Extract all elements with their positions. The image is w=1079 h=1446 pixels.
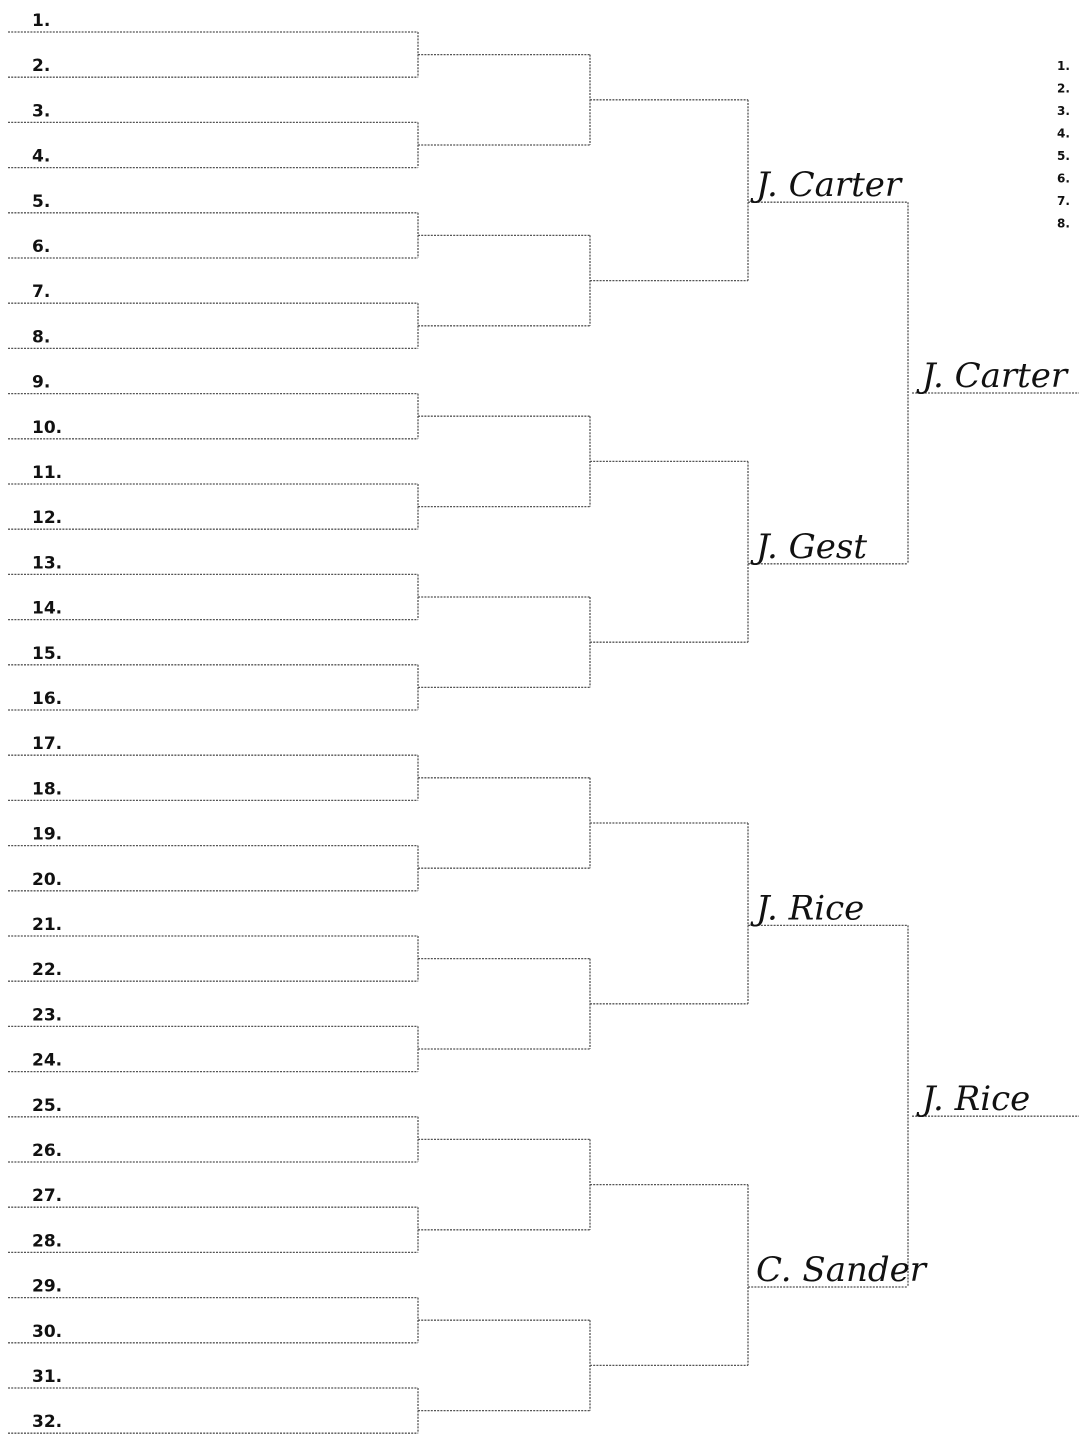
quarterfinal-winner-name: J. Carter [756,165,902,206]
seed-label: 9. [32,372,51,393]
seed-label: 7. [32,282,51,303]
side-ranking-list [1057,59,1070,231]
seed-label: 30. [32,1321,63,1342]
seed-label: 14. [32,598,63,619]
side-list-item: 3. [1057,104,1070,118]
seed-label: 4. [32,146,51,167]
quarterfinal-winner-name: J. Rice [756,888,865,929]
seed-label: 23. [32,1005,63,1026]
seed-label: 5. [32,191,51,212]
seed-label: 22. [32,960,63,981]
seed-label: 32. [32,1412,63,1433]
seed-label: 11. [32,463,63,483]
seed-label: 29. [32,1276,63,1297]
semifinal-winner-name: J. Carter [922,356,1068,396]
seed-label: 6. [32,237,51,257]
quarterfinal-winner-name: J. Gest [756,526,867,567]
seed-label: 26. [32,1141,63,1161]
semifinal-winner-name: J. Rice [922,1079,1031,1120]
seed-label: 31. [32,1367,63,1387]
seed-label: 20. [32,869,63,890]
seed-label: 27. [32,1186,63,1207]
seed-label: 28. [32,1231,63,1252]
seed-label: 3. [32,101,51,122]
side-list-item: 8. [1057,216,1070,231]
side-list-item: 4. [1057,126,1070,141]
seed-label: 16. [32,689,63,709]
side-list-item: 7. [1057,194,1070,208]
seed-label: 24. [32,1050,63,1071]
seed-label: 18. [32,779,63,800]
seed-label: 12. [32,508,63,529]
side-list-item: 2. [1057,81,1070,96]
first-round-slots [32,11,62,1432]
seed-label: 8. [32,327,51,348]
seed-label: 17. [32,734,63,755]
seed-label: 15. [32,643,63,664]
seed-label: 1. [32,11,51,31]
seed-label: 25. [32,1095,63,1116]
side-list-item: 6. [1057,171,1070,186]
seed-label: 19. [32,824,63,845]
side-list-item: 1. [1057,59,1070,73]
side-list-item: 5. [1057,149,1070,163]
seed-label: 10. [32,417,63,438]
handwritten-winners [750,165,1069,1290]
seed-label: 13. [32,553,63,574]
quarterfinal-winner-name: C. Sander [756,1250,927,1290]
seed-label: 2. [32,56,51,77]
bracket-lines [8,32,1079,1433]
seed-label: 21. [32,915,63,935]
